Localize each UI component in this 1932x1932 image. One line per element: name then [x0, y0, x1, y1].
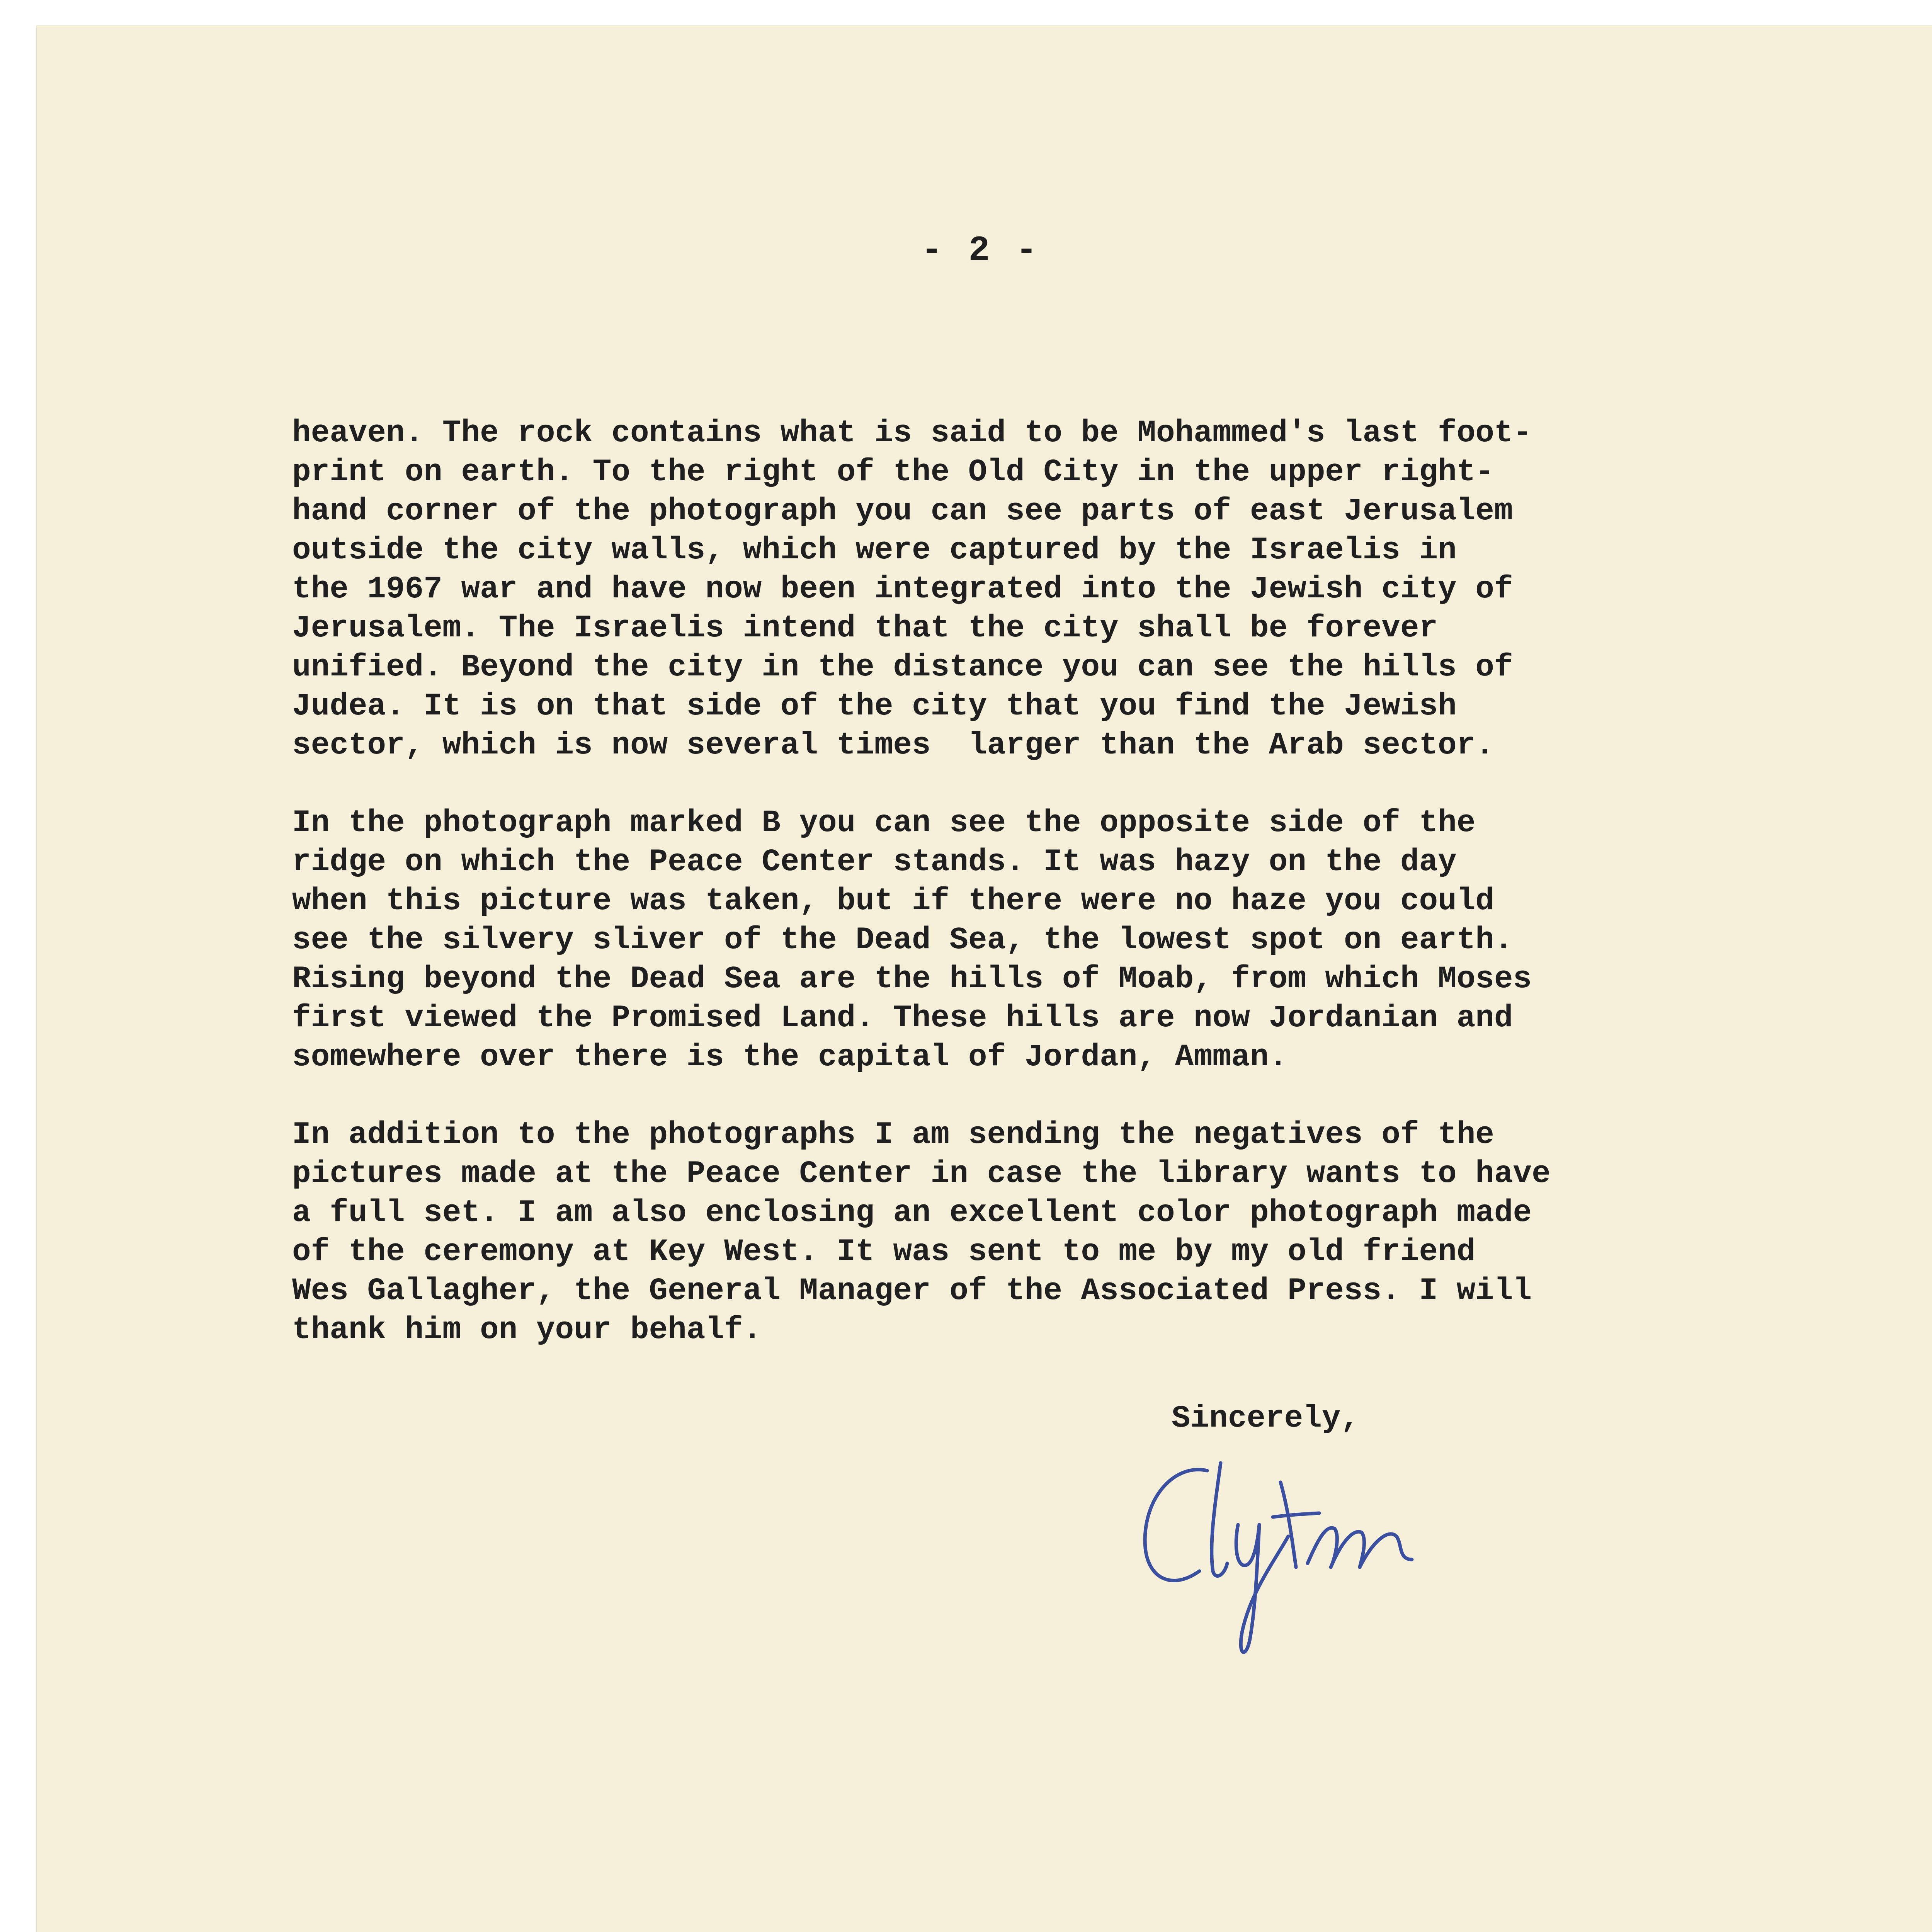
paragraph-1: [292, 414, 1915, 765]
text-line: pictures made at the Peace Center in case the library wants to have: [292, 1156, 1551, 1192]
text-line: In the photograph marked B you can see the opposite side of the: [292, 806, 1476, 841]
text-line: print on earth. To the right of the Old City in the upper right-: [292, 455, 1494, 490]
text-line: when this picture was taken, but if there were no haze you could: [292, 884, 1494, 919]
closing-salutation: Sincerely,: [1172, 1401, 1360, 1436]
text-line: Wes Gallagher, the General Manager of the Associated Press. I will: [292, 1274, 1532, 1309]
text-line: the 1967 war and have now been integrated into the Jewish city of: [292, 572, 1513, 607]
text-line: thank him on your behalf.: [292, 1313, 762, 1348]
text-line: first viewed the Promised Land. These hills are now Jordanian and: [292, 1001, 1513, 1036]
text-line: somewhere over there is the capital of Jordan, Amman.: [292, 1040, 1288, 1075]
text-line: see the silvery sliver of the Dead Sea, the lowest spot on earth.: [292, 923, 1513, 958]
text-line: Jerusalem. The Israelis intend that the city shall be forever: [292, 611, 1438, 646]
paragraph-2: [292, 804, 1915, 1077]
handwritten-signature-icon: [1126, 1447, 1443, 1664]
text-line: unified. Beyond the city in the distance you can see the hills of: [292, 650, 1513, 685]
text-line: In addition to the photographs I am sending the negatives of the: [292, 1117, 1494, 1153]
text-line: heaven. The rock contains what is said to be Mohammed's last foot-: [292, 416, 1532, 451]
page-number: - 2 -: [921, 230, 1040, 271]
text-line: sector, which is now several times larger than the Arab sector.: [292, 728, 1494, 763]
text-line: outside the city walls, which were captured by the Israelis in: [292, 533, 1457, 568]
letter-page: [36, 26, 1932, 1932]
text-line: ridge on which the Peace Center stands. It was hazy on the day: [292, 845, 1457, 880]
text-line: hand corner of the photograph you can see parts of east Jerusalem: [292, 494, 1513, 529]
letter-body: [292, 414, 1915, 1388]
text-line: of the ceremony at Key West. It was sent to me by my old friend: [292, 1235, 1476, 1270]
paragraph-3: [292, 1116, 1915, 1350]
text-line: Rising beyond the Dead Sea are the hills of Moab, from which Moses: [292, 962, 1532, 997]
text-line: a full set. I am also enclosing an excellent color photograph made: [292, 1196, 1532, 1231]
text-line: Judea. It is on that side of the city that you find the Jewish: [292, 689, 1457, 724]
